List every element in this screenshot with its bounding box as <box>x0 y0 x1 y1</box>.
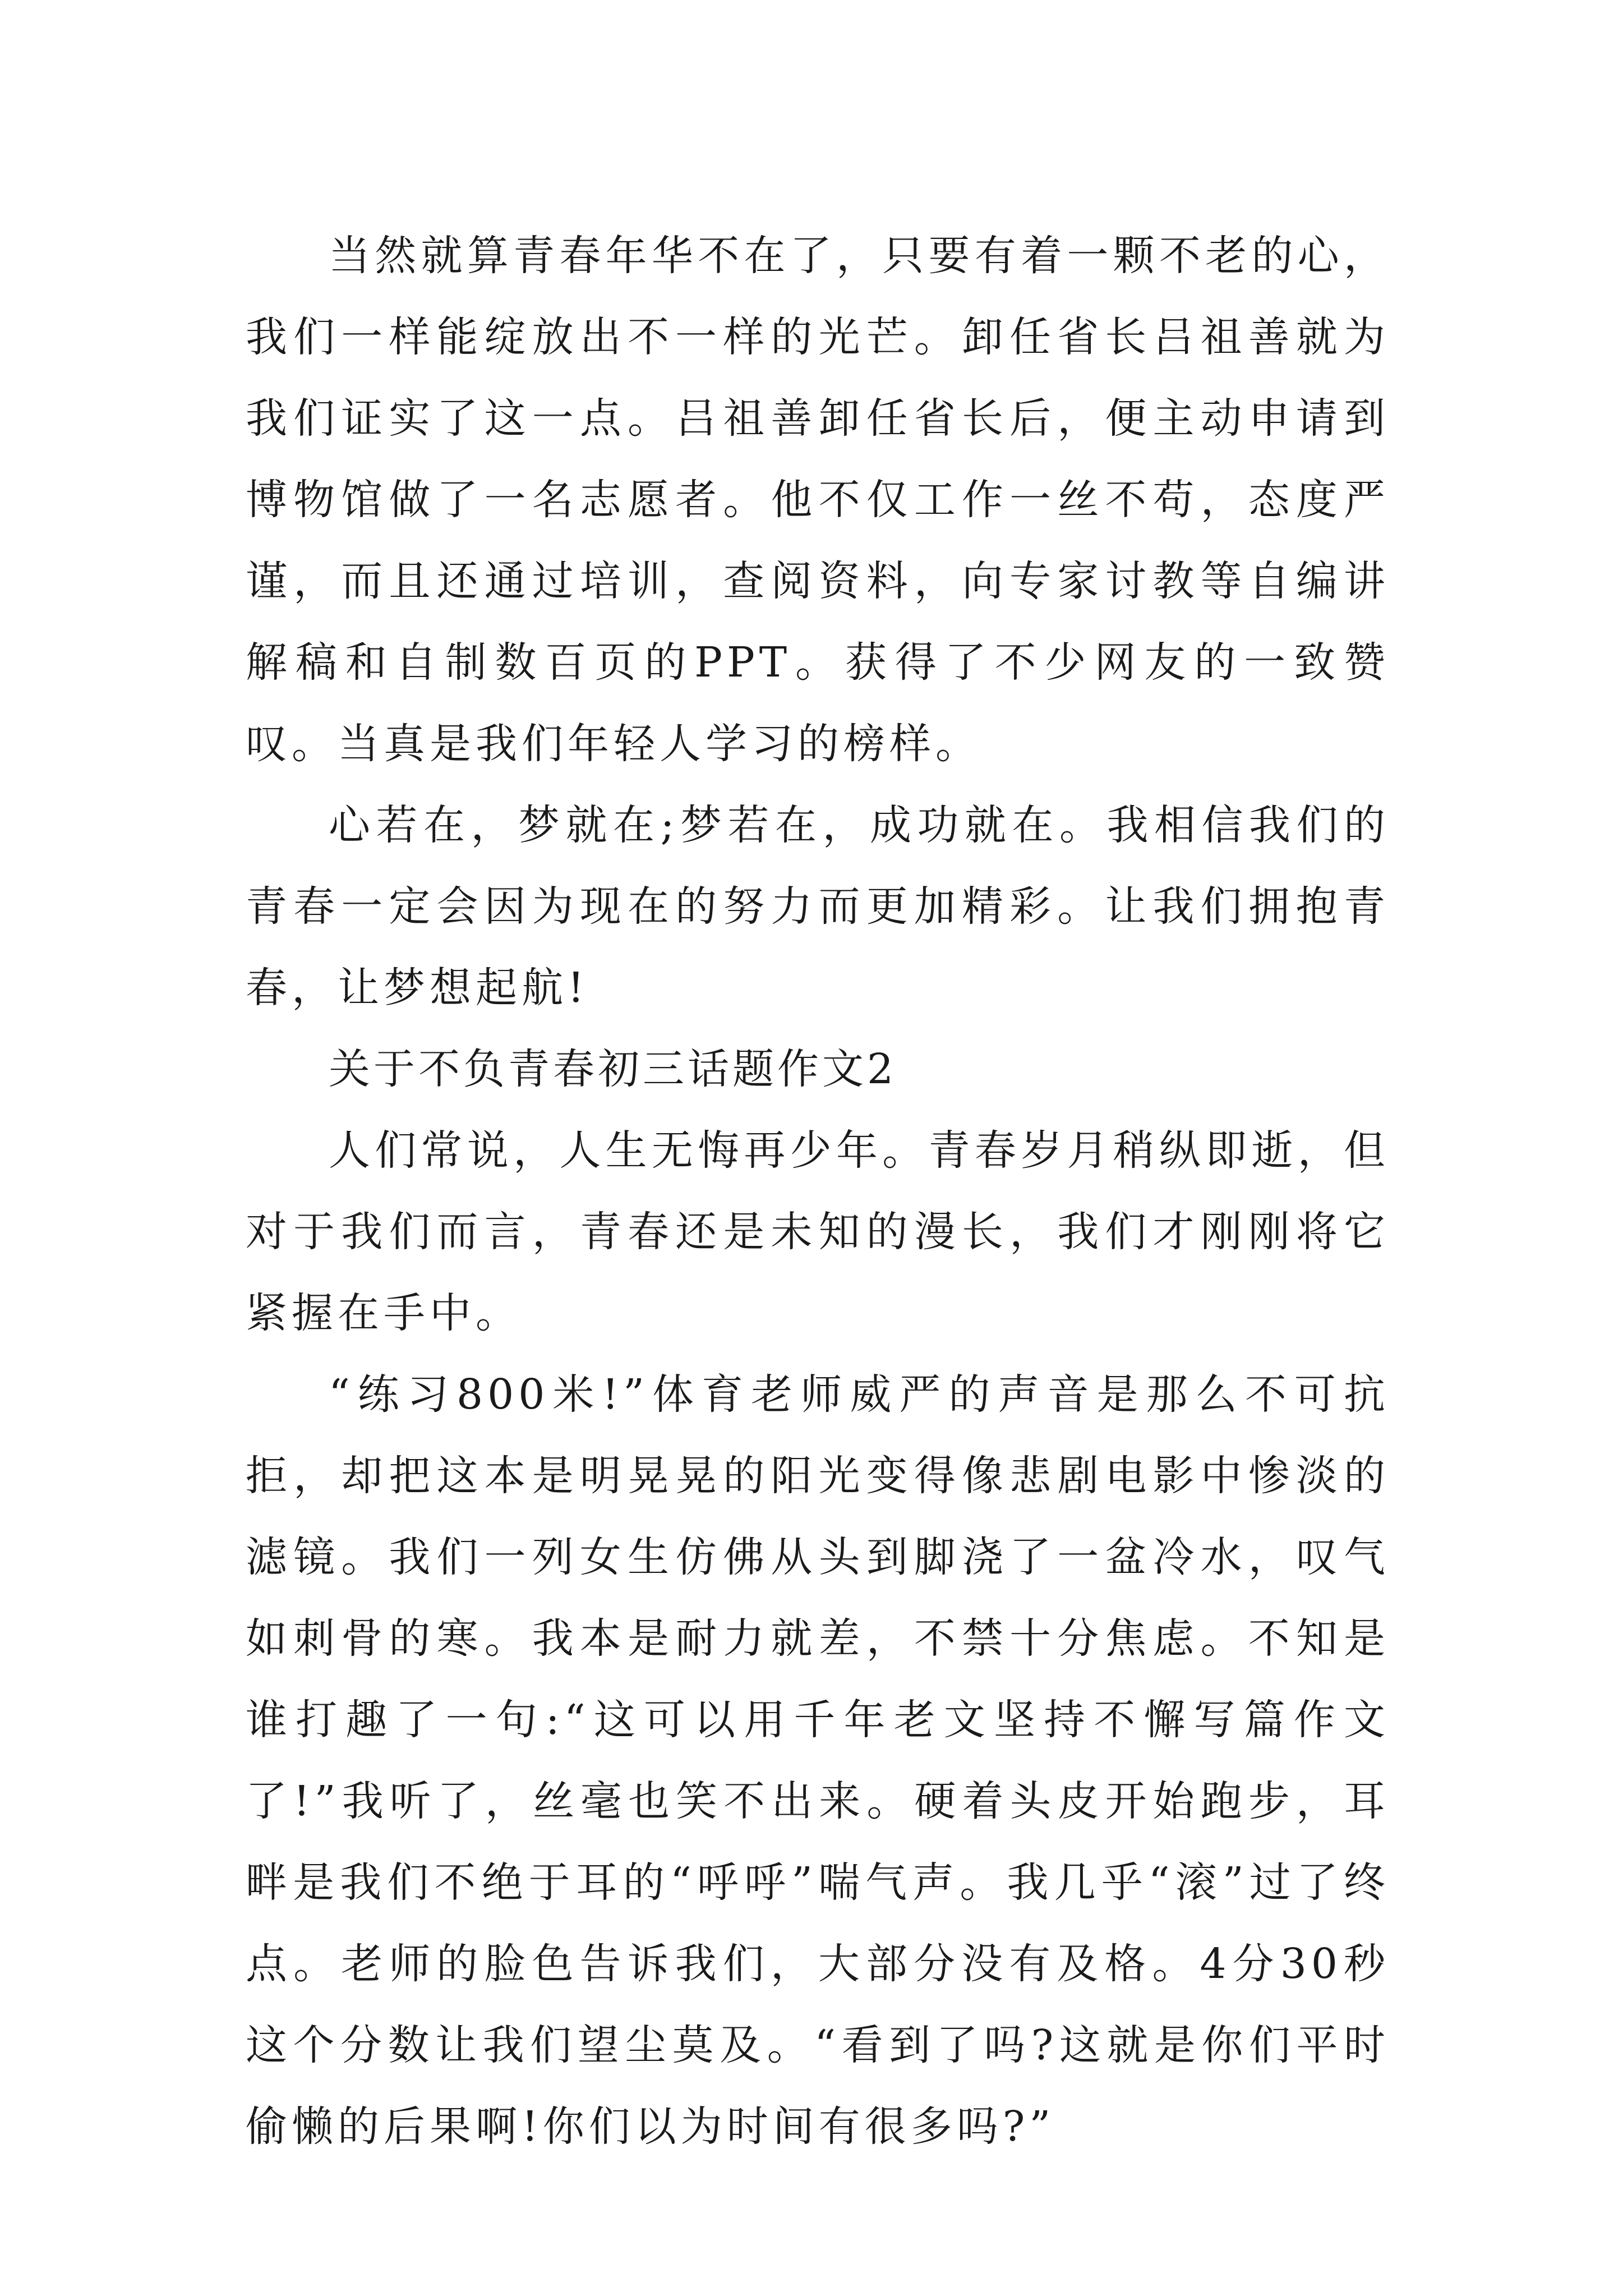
section-title: 关于不负青春初三话题作文2 <box>329 1045 897 1093</box>
document-body <box>246 215 1390 2168</box>
paragraph-2: 心若在，梦就在;梦若在，成功就在。我相信我们的青春一定会因为现在的努力而更加精彩。让我们拥抱青春，让梦想起航! <box>246 801 1390 1012</box>
paragraph-1: 当然就算青春年华不在了，只要有着一颗不老的心，我们一样能绽放出不一样的光芒。卸任省长吕祖善就为我们证实了这一点。吕祖善卸任省长后，便主动申请到博物馆做了一名志愿者。他不仅工作一丝不苟，态度严谨，而且还通过培训，查阅资料，向专家讨教等自编讲解稿和自制数百页的PPT。获得了不少网友的一致赞叹。当真是我们年轻人学习的榜样。 <box>246 232 1390 768</box>
paragraph-4: “练习800米!”体育老师威严的声音是那么不可抗拒，却把这本是明晃晃的阳光变得像悲剧电影中惨淡的滤镜。我们一列女生仿佛从头到脚浇了一盆冷水，叹气如刺骨的寒。我本是耐力就差，不禁十分焦虑。不知是谁打趣了一句:“这可以用千年老文坚持不懈写篇作文了!”我听了，丝毫也笑不出来。硬着头皮开始跑步，耳畔是我们不绝于耳的“呼呼”喘气声。我几乎“滚”过了终点。老师的脸色告诉我们，大部分没有及格。4分30秒这个分数让我们望尘莫及。“看到了吗?这就是你们平时偷懒的后果啊!你们以为时间有很多吗?” <box>246 1370 1390 2151</box>
paragraph-3: 人们常说，人生无悔再少年。青春岁月稍纵即逝，但对于我们而言，青春还是未知的漫长，我们才刚刚将它紧握在手中。 <box>246 1126 1390 1337</box>
